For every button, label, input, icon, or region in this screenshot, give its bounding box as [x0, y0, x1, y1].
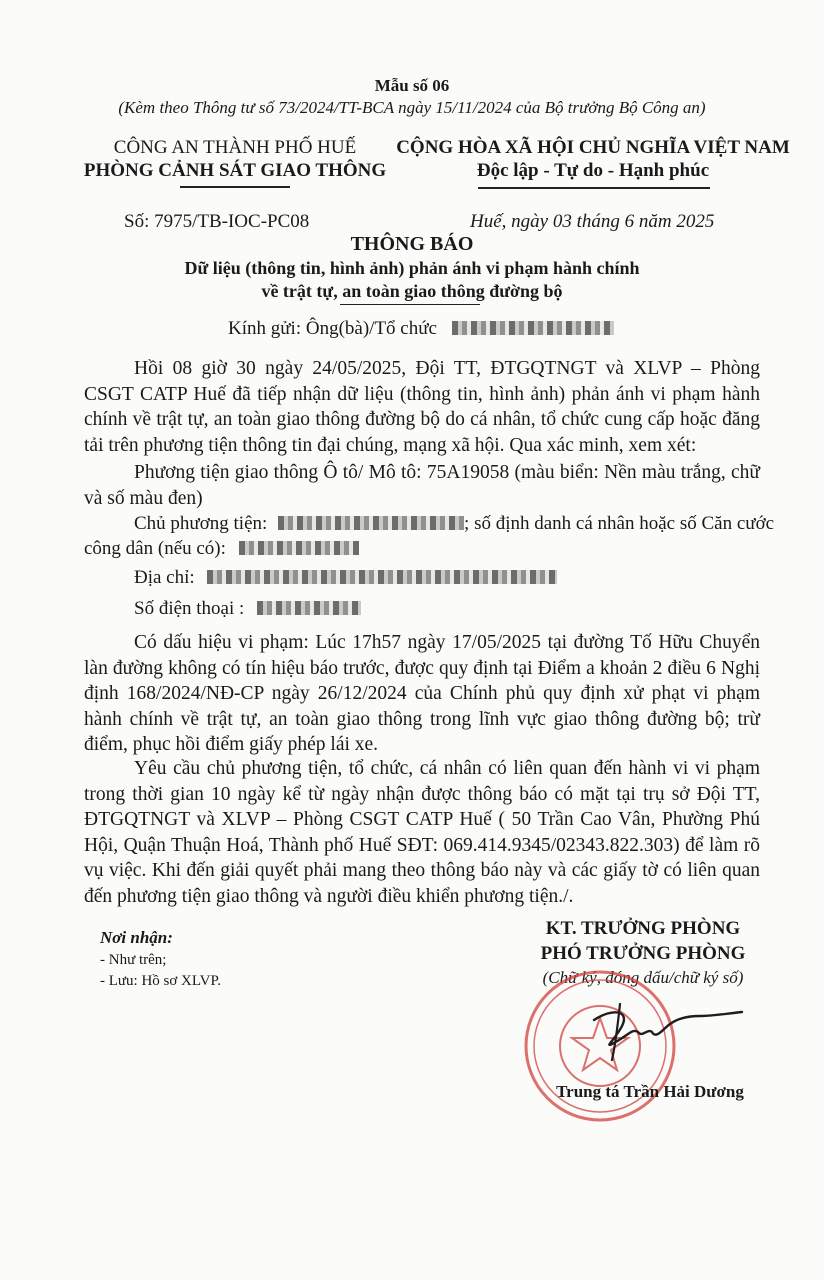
owner-label: Chủ phương tiện:: [134, 513, 268, 534]
recipient-label: Kính gửi: Ông(bà)/Tổ chức: [228, 318, 437, 339]
handwritten-signature: [582, 998, 762, 1068]
phone-line: [134, 598, 361, 620]
left-org-underline: [180, 186, 290, 188]
notice-title: THÔNG BÁO: [350, 233, 474, 255]
paragraph-receipt: Hồi 08 giờ 30 ngày 24/05/2025, Đội TT, ĐTGQTNGT và XLVP – Phòng CSGT CATP Huế đã tiếp nhận dữ liệu (thông tin, hình ảnh) phản ánh vi phạm hành chính về trật tự, an toàn giao thông đường bộ do cá nhân, tổ chức cung cấp hoặc đăng tải trên phương tiện thông tin đại chúng, mạng xã hội. Qua xác minh, xem xét:: [84, 358, 760, 456]
signature-title-1: KT. TRƯỞNG PHÒNG: [545, 918, 741, 939]
right-org-line1: CỘNG HÒA XÃ HỘI CHỦ NGHĨA VIỆT NAM: [396, 137, 790, 158]
signature-note: (Chữ ký, đóng dấu/chữ ký số): [542, 968, 744, 987]
left-org-line2: PHÒNG CẢNH SÁT GIAO THÔNG: [83, 160, 387, 181]
recipient-line: [228, 318, 614, 340]
redacted-owner: [278, 516, 464, 530]
owner-tail: ; số định danh cá nhân hoặc số Căn cước: [464, 513, 775, 534]
recipients-list: [100, 950, 221, 992]
id-line: [84, 538, 359, 560]
right-org-line2: Độc lập - Tự do - Hạnh phúc: [476, 160, 710, 181]
title-underline: [340, 304, 480, 305]
redacted-id: [239, 541, 359, 555]
form-number: Mẫu số 06: [374, 76, 450, 95]
phone-label: Số điện thoại :: [134, 598, 245, 619]
owner-line: [134, 513, 774, 535]
paragraph-vehicle: Phương tiện giao thông Ô tô/ Mô tô: 75A19058 (màu biển: Nền màu trắng, chữ và số màu đen): [84, 462, 760, 509]
recipient-item: - Như trên;: [100, 952, 167, 968]
recipients-label: Nơi nhận:: [100, 928, 173, 947]
address-line: [134, 567, 557, 589]
form-note: (Kèm theo Thông tư số 73/2024/TT-BCA ngày 15/11/2024 của Bộ trưởng Bộ Công an): [118, 98, 706, 117]
right-org-underline: [478, 187, 710, 189]
redacted-address: [207, 570, 557, 584]
id-label: công dân (nếu có):: [84, 538, 226, 559]
document-number: Số: 7975/TB-IOC-PC08: [124, 211, 310, 232]
left-org-line1: CÔNG AN THÀNH PHỐ HUẾ: [113, 137, 357, 158]
paragraph-request: Yêu cầu chủ phương tiện, tổ chức, cá nhân có liên quan đến hành vi vi phạm trong thời gian 10 ngày kể từ ngày nhận được thông báo có mặt tại trụ sở Đội TT, ĐTGQTNGT và XLVP – Phòng CSGT CATP Huế ( 50 Trần Cao Vân, Phường Phú Hội, Quận Thuận Hoá, Thành phố Huế SĐT: 069.414.9345/02343.822.303) để làm rõ vụ việc. Khi đến giải quyết phải mang theo thông báo này và các giấy tờ có liên quan đến phương tiện giao thông và người điều khiển phương tiện./.: [84, 758, 760, 907]
notice-subtitle-1: Dữ liệu (thông tin, hình ảnh) phản ánh vi phạm hành chính: [184, 258, 640, 278]
redacted-phone: [257, 601, 361, 615]
signer-name: Trung tá Trần Hải Dương: [556, 1082, 744, 1101]
paragraph-violation: Có dấu hiệu vi phạm: Lúc 17h57 ngày 17/05/2025 tại đường Tố Hữu Chuyển làn đường không có tín hiệu báo trước, được quy định tại Điểm a khoản 2 điều 6 Nghị định 168/2024/NĐ-CP ngày 26/12/2024 của Chính phủ quy định xử phạt vi phạm hành chính về trật tự, an toàn giao thông trong lĩnh vực giao thông đường bộ; trừ điểm, phục hồi điểm giấy phép lái xe.: [84, 632, 760, 755]
document-date: Huế, ngày 03 tháng 6 năm 2025: [470, 211, 715, 232]
recipient-item: - Lưu: Hồ sơ XLVP.: [100, 973, 221, 989]
address-label: Địa chỉ:: [134, 567, 195, 588]
notice-subtitle-2: về trật tự, an toàn giao thông đường bộ: [261, 281, 563, 301]
redacted-recipient: [452, 321, 614, 335]
signature-title-2: PHÓ TRƯỞNG PHÒNG: [540, 943, 746, 964]
